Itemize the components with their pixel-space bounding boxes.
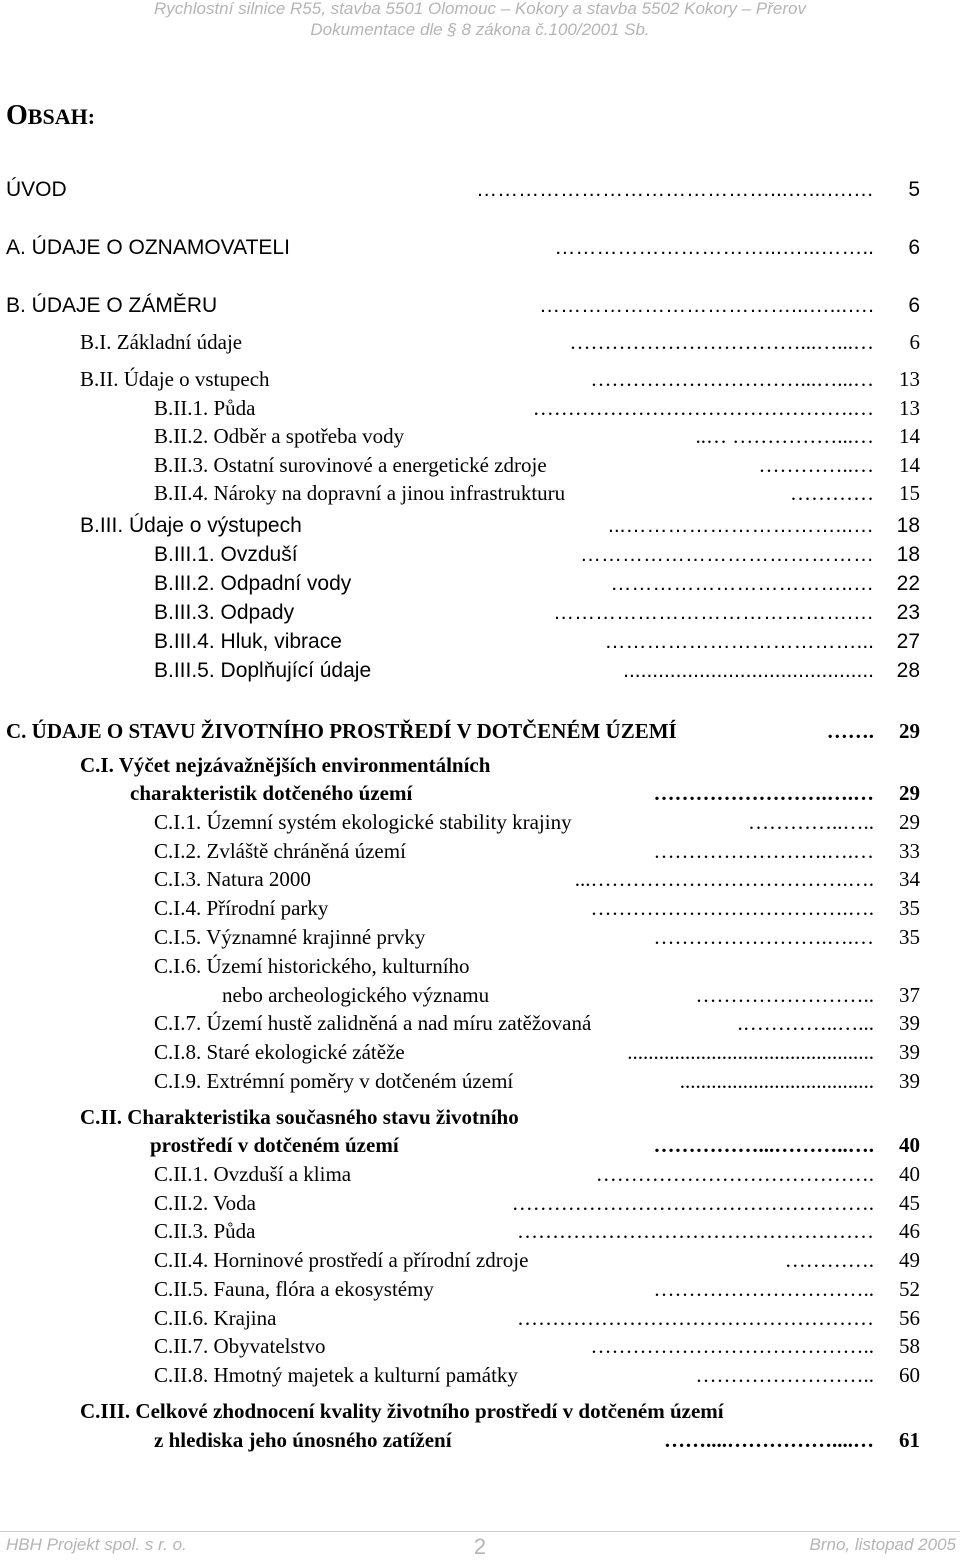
toc-entry-label: B.III. Údaje o výstupech bbox=[80, 514, 302, 537]
header-document-line: Dokumentace dle § 8 zákona č.100/2001 Sb. bbox=[310, 20, 650, 39]
toc-entry[interactable] bbox=[0, 781, 960, 807]
footer-date: Brno, listopad 2005 bbox=[809, 1535, 956, 1554]
toc-entry-page: 33 bbox=[899, 839, 920, 863]
toc-entry-leader: ………………………….. bbox=[653, 1277, 874, 1301]
toc-entry-page: 29 bbox=[899, 719, 920, 743]
toc-entry-leader: ........................................... bbox=[623, 659, 874, 682]
header-project-line: Rychlostní silnice R55, stavba 5501 Olomouc – Kokory a stavba 5502 Kokory – Přerov bbox=[153, 0, 806, 18]
toc-entry-page: 39 bbox=[899, 1040, 920, 1064]
toc-entry-label: B.III.1. Ovzduší bbox=[154, 543, 298, 566]
toc-entry[interactable] bbox=[0, 1306, 960, 1332]
toc-entry-page: 13 bbox=[899, 367, 920, 391]
toc-entry-leader: …………………………...…...…….. bbox=[554, 236, 874, 259]
toc-entry[interactable] bbox=[0, 330, 960, 356]
toc-entry-page: 23 bbox=[896, 601, 920, 624]
toc-entry-label: C.II.5. Fauna, flóra a ekosystémy bbox=[154, 1277, 434, 1301]
toc-entry-leader: ………………………………….. bbox=[590, 1334, 874, 1358]
footer-page-number: 2 bbox=[473, 1534, 487, 1559]
toc-entry-leader: ..................................... bbox=[679, 1069, 874, 1093]
toc-entry-leader: ............................................... bbox=[627, 1040, 874, 1064]
toc-entry-label: C.I.9. Extrémní poměry v dotčeném území bbox=[154, 1069, 514, 1093]
toc-entry[interactable] bbox=[0, 1399, 960, 1425]
toc-entry-page: 45 bbox=[899, 1191, 920, 1215]
toc-entry-label: B.II. Údaje o vstupech bbox=[80, 367, 270, 391]
toc-entry-label: C.II.2. Voda bbox=[154, 1191, 256, 1215]
toc-entry-page: 49 bbox=[899, 1248, 920, 1272]
toc-entry-label: C.I.7. Území hustě zalidněná a nad míru zatěžovaná bbox=[154, 1011, 592, 1035]
toc-entry-page: 40 bbox=[899, 1162, 920, 1186]
toc-entry-label: C.I.4. Přírodní parky bbox=[154, 896, 329, 920]
toc-entry[interactable] bbox=[0, 1219, 960, 1245]
toc-entry-page: 52 bbox=[899, 1277, 920, 1301]
toc-entry-leader: ………………………………...…...…. bbox=[539, 294, 874, 317]
toc-entry-label: prostředí v dotčeném území bbox=[150, 1133, 399, 1157]
toc-entry-page: 18 bbox=[896, 543, 920, 566]
toc-entry-leader: ……………………………………….… bbox=[532, 396, 874, 420]
toc-entry[interactable] bbox=[0, 453, 960, 479]
toc-entry[interactable] bbox=[0, 1105, 960, 1131]
toc-entry-leader: …………………………………. bbox=[595, 1162, 874, 1186]
toc-entry-leader: ……………………………...…...… bbox=[569, 330, 874, 354]
toc-entry-page: 6 bbox=[909, 330, 920, 354]
toc-entry-label: charakteristik dotčeného území bbox=[130, 781, 413, 805]
toc-entry-label: B.II.3. Ostatní surovinové a energetické zdroje bbox=[154, 453, 547, 477]
toc-entry-page: 28 bbox=[896, 659, 920, 682]
toc-entry[interactable] bbox=[0, 514, 960, 540]
toc-entry-label: B.III.5. Doplňující údaje bbox=[154, 659, 372, 682]
toc-entry[interactable] bbox=[0, 294, 960, 320]
toc-entry-leader: ………… bbox=[790, 481, 874, 505]
toc-entry-leader: …………………….….… bbox=[653, 839, 874, 863]
toc-entry-page: 14 bbox=[899, 453, 920, 477]
toc-entry-page: 13 bbox=[899, 396, 920, 420]
toc-entry-leader: ……. bbox=[826, 719, 874, 743]
title-initial: O bbox=[6, 100, 28, 131]
toc-entry-page: 56 bbox=[899, 1306, 920, 1330]
toc-entry[interactable] bbox=[0, 896, 960, 922]
toc-entry-label: B.II.4. Nároky na dopravní a jinou infrastrukturu bbox=[154, 481, 566, 505]
toc-entry-label: ÚVOD bbox=[6, 178, 67, 201]
toc-entry-label: C. ÚDAJE O STAVU ŽIVOTNÍHO PROSTŘEDÍ V DOTČENÉM ÚZEMÍ bbox=[6, 719, 677, 743]
toc-entry-leader: …………………….. bbox=[695, 983, 874, 1007]
toc-entry-page: 27 bbox=[896, 630, 920, 653]
toc-entry-page: 35 bbox=[899, 925, 920, 949]
toc-entry-label: B.II.1. Půda bbox=[154, 396, 256, 420]
toc-entry-page: 5 bbox=[908, 178, 920, 201]
toc-entry-label: C.I.1. Územní systém ekologické stability krajiny bbox=[154, 810, 572, 834]
toc-entry-page: 35 bbox=[899, 896, 920, 920]
toc-entry-leader: ...……………………………….…. bbox=[574, 867, 874, 891]
toc-entry[interactable] bbox=[0, 1162, 960, 1188]
toc-entry-label: C.II.6. Krajina bbox=[154, 1306, 277, 1330]
toc-entry-label: B.III.2. Odpadní vody bbox=[154, 572, 352, 595]
toc-entry[interactable] bbox=[0, 867, 960, 893]
toc-entry-label: C.I.8. Staré ekologické zátěže bbox=[154, 1040, 405, 1064]
toc-entry-label: z hlediska jeho únosného zatížení bbox=[154, 1428, 452, 1452]
toc-entry-leader: …………. bbox=[784, 1248, 874, 1272]
toc-entry[interactable] bbox=[0, 178, 960, 204]
toc-entry[interactable] bbox=[0, 810, 960, 836]
toc-entry-page: 40 bbox=[899, 1133, 920, 1157]
toc-entry-page: 6 bbox=[908, 294, 920, 317]
toc-entry-leader: …………..….. bbox=[748, 810, 874, 834]
toc-entry[interactable] bbox=[0, 572, 960, 598]
toc-entry[interactable] bbox=[0, 1277, 960, 1303]
toc-entry-leader: …………..… bbox=[758, 453, 874, 477]
toc-entry-page: 29 bbox=[899, 781, 920, 805]
toc-entry-page: 34 bbox=[899, 867, 920, 891]
toc-entry[interactable] bbox=[0, 1248, 960, 1274]
toc-entry-leader: …………………………………….… bbox=[553, 601, 874, 624]
toc-entry-leader: …………………….….… bbox=[653, 781, 874, 805]
toc-entry[interactable] bbox=[0, 424, 960, 450]
toc-entry-leader: ..… ……………...… bbox=[695, 424, 874, 448]
toc-entry[interactable] bbox=[0, 753, 960, 779]
toc-entry-leader: ……………...………..…. bbox=[653, 1133, 874, 1157]
toc-entry[interactable] bbox=[0, 396, 960, 422]
toc-entry[interactable] bbox=[0, 983, 960, 1009]
toc-entry-label: nebo archeologického významu bbox=[222, 983, 490, 1007]
toc-entry-leader: ……………………………….…. bbox=[590, 896, 874, 920]
toc-entry-page: 14 bbox=[899, 424, 920, 448]
toc-entry-label: C.I.2. Zvláště chráněná území bbox=[154, 839, 406, 863]
toc-entry[interactable] bbox=[0, 1428, 960, 1454]
toc-entry-label: C.I.3. Natura 2000 bbox=[154, 867, 311, 891]
toc-entry-label: B.III.3. Odpady bbox=[154, 601, 295, 624]
toc-entry-label: B.I. Základní údaje bbox=[80, 330, 243, 354]
toc-entry-label: C.II.1. Ovzduší a klima bbox=[154, 1162, 352, 1186]
toc-entry-leader: ...…………………………...… bbox=[607, 514, 874, 537]
page-footer bbox=[0, 1531, 960, 1559]
toc-entry[interactable] bbox=[0, 1011, 960, 1037]
toc-entry[interactable] bbox=[0, 543, 960, 569]
toc-entry-label: A. ÚDAJE O OZNAMOVATELI bbox=[6, 236, 290, 259]
toc-entry-label: C.II.7. Obyvatelstvo bbox=[154, 1334, 326, 1358]
toc-entry-leader: ……....……………....… bbox=[664, 1428, 874, 1452]
toc-entry-page: 29 bbox=[899, 810, 920, 834]
toc-entry[interactable] bbox=[0, 481, 960, 507]
toc-entry-label: C.I.6. Území historického, kulturního bbox=[154, 954, 470, 978]
toc-entry-leader: …………………………………… bbox=[580, 543, 874, 566]
toc-entry-page: 39 bbox=[899, 1069, 920, 1093]
toc-entry-leader: ……………………………………...…...….… bbox=[476, 178, 874, 201]
toc-entry-leader: …………………………………………… bbox=[517, 1306, 874, 1330]
toc-entry[interactable] bbox=[0, 601, 960, 627]
page-title bbox=[6, 100, 95, 133]
toc-entry[interactable] bbox=[0, 1133, 960, 1159]
toc-entry[interactable] bbox=[0, 367, 960, 393]
toc-entry-leader: …………………….. bbox=[695, 1363, 874, 1387]
toc-entry-page: 18 bbox=[896, 514, 920, 537]
toc-entry-leader: …………………………………………… bbox=[517, 1219, 874, 1243]
toc-entry-page: 61 bbox=[899, 1428, 920, 1452]
toc-entry[interactable] bbox=[0, 1363, 960, 1389]
toc-entry-leader: …………………….….… bbox=[653, 925, 874, 949]
toc-entry[interactable] bbox=[0, 659, 960, 685]
toc-entry-leader: ………………………………... bbox=[604, 630, 874, 653]
toc-entry[interactable] bbox=[0, 1334, 960, 1360]
toc-entry[interactable] bbox=[0, 236, 960, 262]
toc-entry-page: 60 bbox=[899, 1363, 920, 1387]
toc-entry-leader: .…………..…... bbox=[737, 1011, 874, 1035]
title-rest: BSAH: bbox=[27, 104, 96, 129]
toc-entry-page: 39 bbox=[899, 1011, 920, 1035]
toc-entry-page: 6 bbox=[908, 236, 920, 259]
toc-entry-leader: ……………………………..… bbox=[610, 572, 874, 595]
toc-entry[interactable] bbox=[0, 1069, 960, 1095]
toc-entry-label: C.III. Celkové zhodnocení kvality životního prostředí v dotčeném území bbox=[80, 1399, 724, 1423]
toc-entry-page: 22 bbox=[896, 572, 920, 595]
toc-entry-leader: …………………………...…...… bbox=[590, 367, 874, 391]
toc-entry-page: 46 bbox=[899, 1219, 920, 1243]
toc-entry-label: C.I.5. Významné krajinné prvky bbox=[154, 925, 426, 949]
toc-entry[interactable] bbox=[0, 925, 960, 951]
toc-entry-page: 58 bbox=[899, 1334, 920, 1358]
toc-entry[interactable] bbox=[0, 630, 960, 656]
toc-entry[interactable] bbox=[0, 1040, 960, 1066]
toc-entry[interactable] bbox=[0, 839, 960, 865]
toc-entry-label: C.II. Charakteristika současného stavu životního bbox=[80, 1105, 519, 1129]
toc-entry-page: 15 bbox=[899, 481, 920, 505]
toc-entry-leader: ……………………………………………. bbox=[511, 1191, 874, 1215]
toc-entry-label: B.II.2. Odběr a spotřeba vody bbox=[154, 424, 405, 448]
toc-entry-label: C.II.3. Půda bbox=[154, 1219, 256, 1243]
toc-entry[interactable] bbox=[0, 1191, 960, 1217]
toc-entry-label: C.I. Výčet nejzávažnějších environmentálních bbox=[80, 753, 491, 777]
toc-entry-label: B.III.4. Hluk, vibrace bbox=[154, 630, 342, 653]
toc-entry[interactable] bbox=[0, 954, 960, 980]
toc-entry-label: C.II.8. Hmotný majetek a kulturní památky bbox=[154, 1363, 518, 1387]
toc-entry[interactable] bbox=[0, 719, 960, 745]
toc-entry-label: B. ÚDAJE O ZÁMĚRU bbox=[6, 294, 218, 317]
footer-company: HBH Projekt spol. s r. o. bbox=[6, 1535, 187, 1554]
toc-entry-label: C.II.4. Horninové prostředí a přírodní zdroje bbox=[154, 1248, 529, 1272]
toc-entry-page: 37 bbox=[899, 983, 920, 1007]
